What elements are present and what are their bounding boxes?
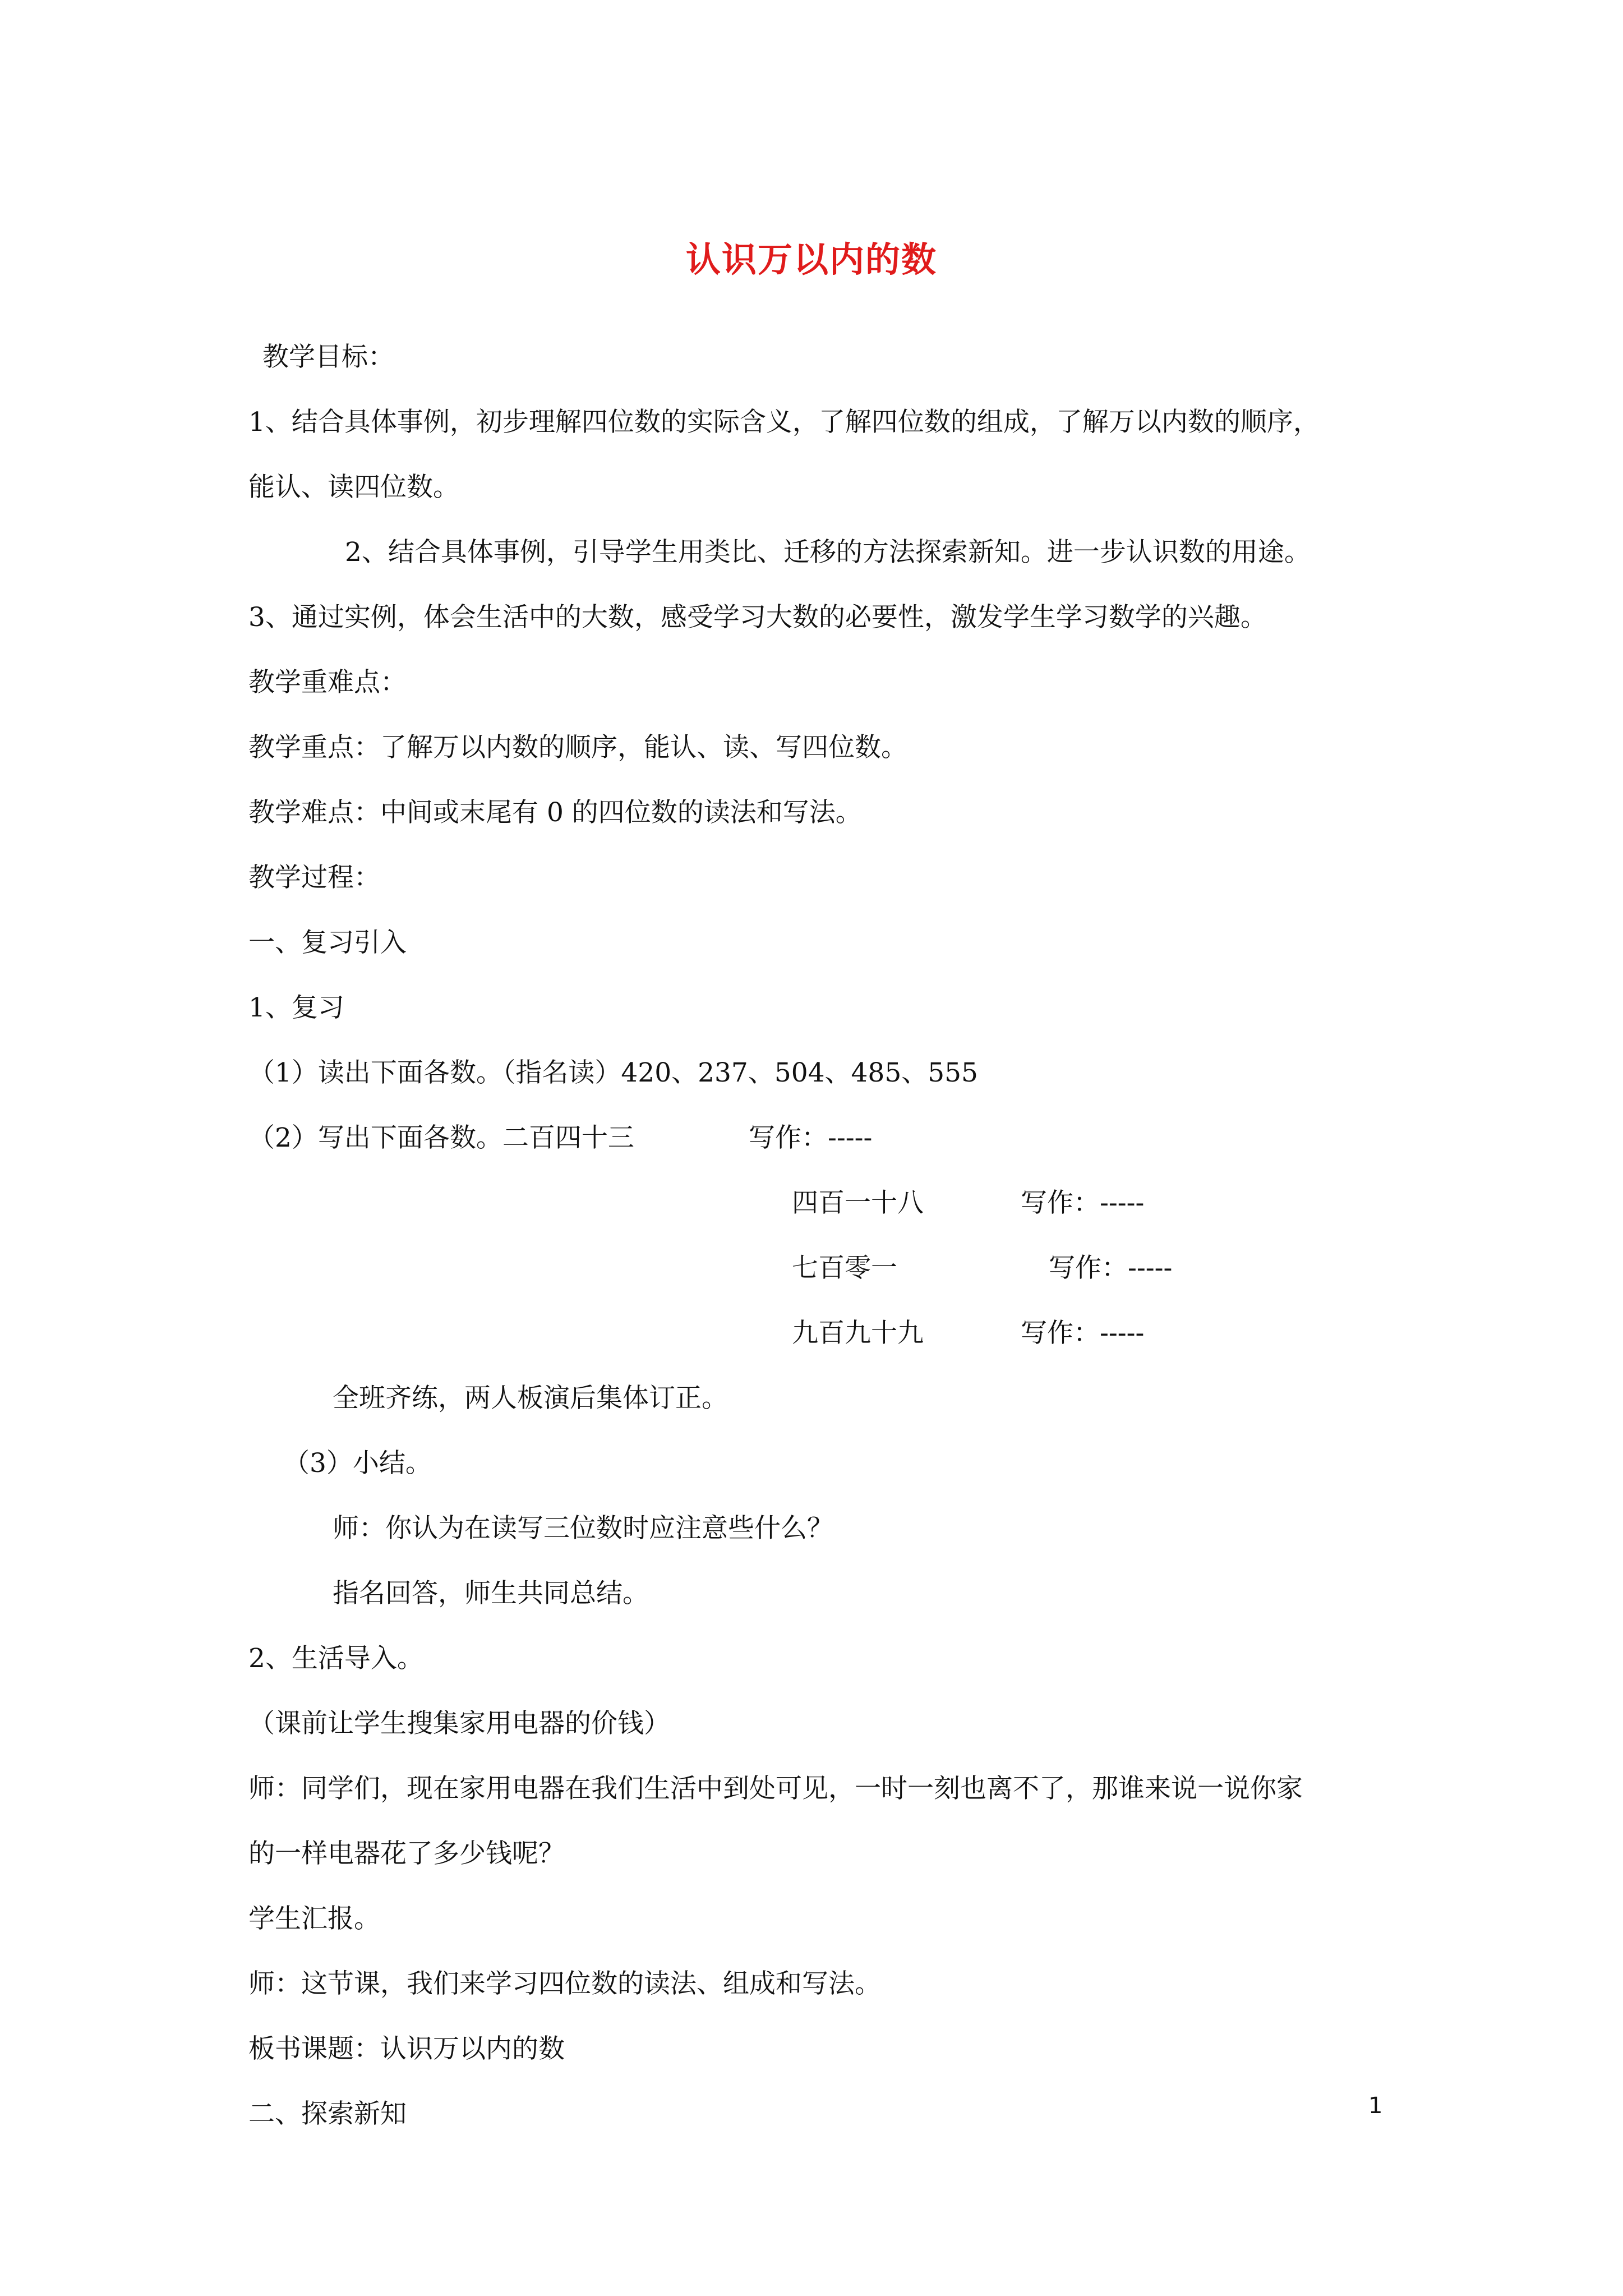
write-answer: 写作：----- <box>749 1122 873 1153</box>
key-point: 教学重点：了解万以内数的顺序，能认、读、写四位数。 <box>248 732 907 763</box>
number-answer: 写作：----- <box>1021 1188 1145 1218</box>
section-2-heading: 二、探索新知 <box>248 2099 407 2129</box>
process-heading: 教学过程： <box>248 862 380 893</box>
section-1-heading: 一、复习引入 <box>248 927 407 958</box>
review-heading: 1、复习 <box>248 992 344 1023</box>
document-title: 认识万以内的数 <box>685 239 937 280</box>
pre-class-note: （课前让学生搜集家用电器的价钱） <box>248 1708 670 1739</box>
answer-note: 指名回答，师生共同总结。 <box>333 1578 649 1609</box>
board-title: 板书课题：认识万以内的数 <box>248 2033 565 2064</box>
number-word: 七百零一 <box>792 1253 897 1283</box>
teacher-lesson: 师：这节课，我们来学习四位数的读法、组成和写法。 <box>248 1968 881 1999</box>
class-practice: 全班齐练，两人板演后集体订正。 <box>333 1383 728 1414</box>
number-word: 四百一十八 <box>792 1188 924 1218</box>
page-number: 1 <box>1368 2093 1383 2119</box>
number-answer: 写作：----- <box>1049 1253 1173 1283</box>
goals-heading: 教学目标： <box>262 342 394 372</box>
goal-1-line-1: 1、结合具体事例，初步理解四位数的实际含义，了解四位数的组成，了解万以内数的顺序， <box>248 407 1320 438</box>
number-answer: 写作：----- <box>1021 1318 1145 1349</box>
goal-1-line-2: 能认、读四位数。 <box>248 472 459 503</box>
life-intro: 2、生活导入。 <box>248 1643 423 1674</box>
write-task: （2）写出下面各数。二百四十三 <box>248 1122 634 1153</box>
goal-3: 3、通过实例，体会生活中的大数，感受学习大数的必要性，激发学生学习数学的兴趣。 <box>248 602 1267 633</box>
student-report: 学生汇报。 <box>248 1903 380 1934</box>
number-word: 九百九十九 <box>792 1318 924 1349</box>
teacher-talk-line-2: 的一样电器花了多少钱呢？ <box>248 1838 565 1869</box>
read-task: （1）读出下面各数。（指名读）420、237、504、485、555 <box>248 1057 978 1088</box>
goal-2: 2、结合具体事例，引导学生用类比、迁移的方法探索新知。进一步认识数的用途。 <box>345 537 1311 568</box>
key-difficult-heading: 教学重难点： <box>248 667 407 698</box>
hard-point: 教学难点：中间或末尾有 0 的四位数的读法和写法。 <box>248 797 862 828</box>
teacher-talk-line-1: 师：同学们，现在家用电器在我们生活中到处可见，一时一刻也离不了，那谁来说一说你家 <box>248 1773 1303 1804</box>
teacher-question: 师：你认为在读写三位数时应注意些什么？ <box>333 1513 833 1544</box>
summary: （3）小结。 <box>283 1448 432 1479</box>
